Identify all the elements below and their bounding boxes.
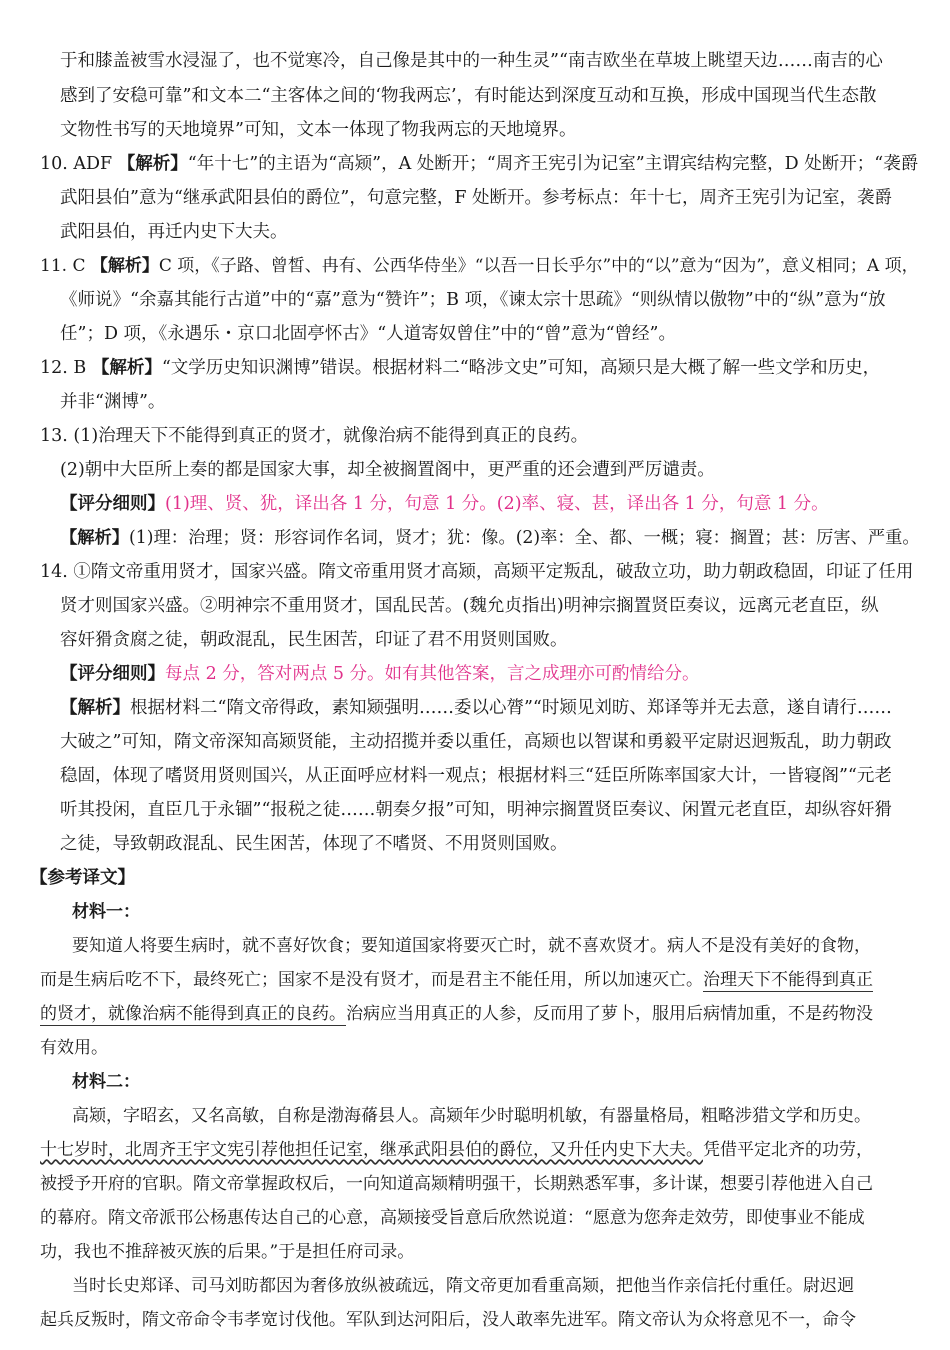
question-10 xyxy=(40,153,918,175)
scoring-tag: 【评分细则】 xyxy=(60,494,165,514)
text-line: 当时长史郑译、司马刘昉都因为奢侈放纵被疏远，隋文帝更加看重高颎，把他当作亲信托付重任。尉迟迥 xyxy=(72,1276,854,1296)
text-span: 而是生病后吃不下，最终死亡；国家不是没有贤才，而是君主不能任用，所以加速灭亡。 xyxy=(40,970,703,990)
reference-translation-title: 【参考译文】 xyxy=(30,868,135,888)
scoring-text: 每点 2 分，答对两点 5 分。如有其他答案，言之成理亦可酌情给分。 xyxy=(165,664,700,684)
text-line: 起兵反叛时，隋文帝命令韦孝宽讨伐他。军队到达河阳后，没人敢率先进军。隋文帝认为众将意见不一，命令 xyxy=(40,1310,856,1330)
text-line: 并非“渊博”。 xyxy=(60,392,166,412)
question-13: 13. (1)治理天下不能得到真正的贤才，就像治病不能得到真正的良药。 xyxy=(40,426,589,446)
text-span: 凭借平定北齐的功劳， xyxy=(703,1140,873,1160)
analysis xyxy=(60,697,892,719)
wavy-underlined-text: 十七岁时，北周齐王宇文宪引荐他担任记室，继承武阳县伯的爵位，又升任内史下大夫。 xyxy=(40,1140,703,1160)
scoring-rules xyxy=(60,493,829,515)
text-line: 听其投闲，直臣几于永锢”“报税之徒……朝奏夕报”可知，明神宗搁置贤臣奏议、闲置元老直臣，却纵容奸猾 xyxy=(60,800,892,820)
text-line: 大破之”可知，隋文帝深知高颎贤能，主动招揽并委以重任，高颎也以智谋和勇毅平定尉迟迥叛乱，助力朝政 xyxy=(60,732,892,752)
text-line: 高颎，字昭玄，又名高敏，自称是渤海蓨县人。高颎年少时聪明机敏，有器量格局，粗略涉猎文学和历史。 xyxy=(72,1106,871,1126)
scoring-tag: 【评分细则】 xyxy=(60,664,165,684)
text-line: 功，我也不推辞被灭族的后果。”于是担任府司录。 xyxy=(40,1242,415,1262)
analysis-text: C 项，《子路、曾皙、冉有、公西华侍坐》“以吾一日长乎尔”中的“以”意为“因为”，意义相同；A 项， xyxy=(158,256,919,276)
question-12 xyxy=(40,357,880,379)
text-line: 《师说》“余嘉其能行古道”中的“嘉”意为“赞许”；B 项，《谏太宗十思疏》“则纵情以傲物”中的“纵”意为“放 xyxy=(60,290,886,310)
text-line: 的幕府。隋文帝派邗公杨惠传达自己的心意，高颎接受旨意后欣然说道：“愿意为您奔走效劳，即使事业不能成 xyxy=(40,1208,865,1228)
analysis-tag: 【解析】 xyxy=(91,358,162,378)
analysis xyxy=(60,527,920,549)
text-span: 治病应当用真正的人参，反而用了萝卜，服用后病情加重，不是药物没 xyxy=(346,1004,873,1024)
question-14: 14. ①隋文帝重用贤才，国家兴盛。隋文帝重用贤才高颎，高颎平定叛乱，破敌立功，助力朝政稳固，印证了任用 xyxy=(40,562,914,582)
text-line: 之徒，导致朝政混乱、民生困苦，体现了不嗜贤、不用贤则国败。 xyxy=(60,834,568,854)
scoring-text: (1)理、贤、犹，译出各 1 分，句意 1 分。(2)率、寝、甚，译出各 1 分，句意 1 分。 xyxy=(165,494,829,514)
underlined-text: 治理天下不能得到真正 xyxy=(703,970,873,990)
text-line: 于和膝盖被雪水浸湿了，也不觉寒冷，自己像是其中的一种生灵”“南吉欧坐在草坡上眺望天边……南吉的心 xyxy=(60,51,883,71)
question-11 xyxy=(40,255,919,277)
material-two-title: 材料二： xyxy=(72,1072,140,1092)
text-line: 武阳县伯”意为“继承武阳县伯的爵位”，句意完整，F 处断开。参考标点：年十七，周齐王宪引为记室，袭爵 xyxy=(60,188,893,208)
answer-key: 12. B xyxy=(40,358,87,378)
analysis-tag: 【解析】 xyxy=(117,154,188,174)
analysis-text: (1)理：治理；贤：形容词作名词，贤才；犹：像。(2)率：全、都、一概；寝：搁置；甚：厉害、严重。 xyxy=(129,528,920,548)
text-line: 稳固，体现了嗜贤用贤则国兴，从正面呼应材料一观点；根据材料三“廷臣所陈率国家大计，一皆寝阁”“元老 xyxy=(60,766,892,786)
analysis-tag: 【解析】 xyxy=(60,698,130,718)
text-line: 文物性书写的天地境界”可知，文本一体现了物我两忘的天地境界。 xyxy=(60,120,577,140)
analysis-tag: 【解析】 xyxy=(90,256,159,276)
text-line: 贤才则国家兴盛。②明神宗不重用贤才，国乱民苦。(魏允贞指出)明神宗搁置贤臣奏议，远离元老直臣，纵 xyxy=(60,596,879,616)
material-one-title: 材料一： xyxy=(72,902,140,922)
text-line xyxy=(40,1139,873,1161)
text-line: (2)朝中大臣所上奏的都是国家大事，却全被搁置阁中，更严重的还会遭到严厉谴责。 xyxy=(60,460,715,480)
text-line: 武阳县伯，再迁内史下大夫。 xyxy=(60,222,288,242)
scoring-rules xyxy=(60,663,700,685)
answer-key: 10. ADF xyxy=(40,154,113,174)
analysis-text: “文学历史知识渊博”错误。根据材料二“略涉文史”可知，高颎只是大概了解一些文学和历史， xyxy=(161,358,881,378)
analysis-tag: 【解析】 xyxy=(60,528,130,548)
text-line: 要知道人将要生病时，就不喜好饮食；要知道国家将要灭亡时，就不喜欢贤才。病人不是没有美好的食物， xyxy=(72,936,871,956)
analysis-text: 根据材料二“隋文帝得政，素知颎强明……委以心膂”“时颎见刘昉、郑译等并无去意，遂自请行…… xyxy=(130,698,892,718)
underlined-text: 的贤才，就像治病不能得到真正的良药。 xyxy=(40,1004,346,1024)
analysis-text: “年十七”的主语为“高颎”，A 处断开；“周齐王宪引为记室”主谓宾结构完整，D 处断开；“袭爵 xyxy=(187,154,919,174)
text-line: 有效用。 xyxy=(40,1038,108,1058)
text-line: 感到了安稳可靠”和文本二“主客体之间的‘物我两忘’，有时能达到深度互动和互换，形成中国现当代生态散 xyxy=(60,86,877,106)
text-line xyxy=(40,969,873,991)
text-line xyxy=(40,1003,873,1025)
text-line: 任”；D 项，《永遇乐・京口北固亭怀古》“人道寄奴曾住”中的“曾”意为“曾经”。 xyxy=(60,324,676,344)
text-line: 容奸猾贪腐之徒，朝政混乱，民生困苦，印证了君不用贤则国败。 xyxy=(60,630,568,650)
text-line: 被授予开府的官职。隋文帝掌握政权后，一向知道高颎精明强干，长期熟悉军事，多计谋，想要引荐他进入自己 xyxy=(40,1174,873,1194)
answer-key: 11. C xyxy=(40,256,86,276)
